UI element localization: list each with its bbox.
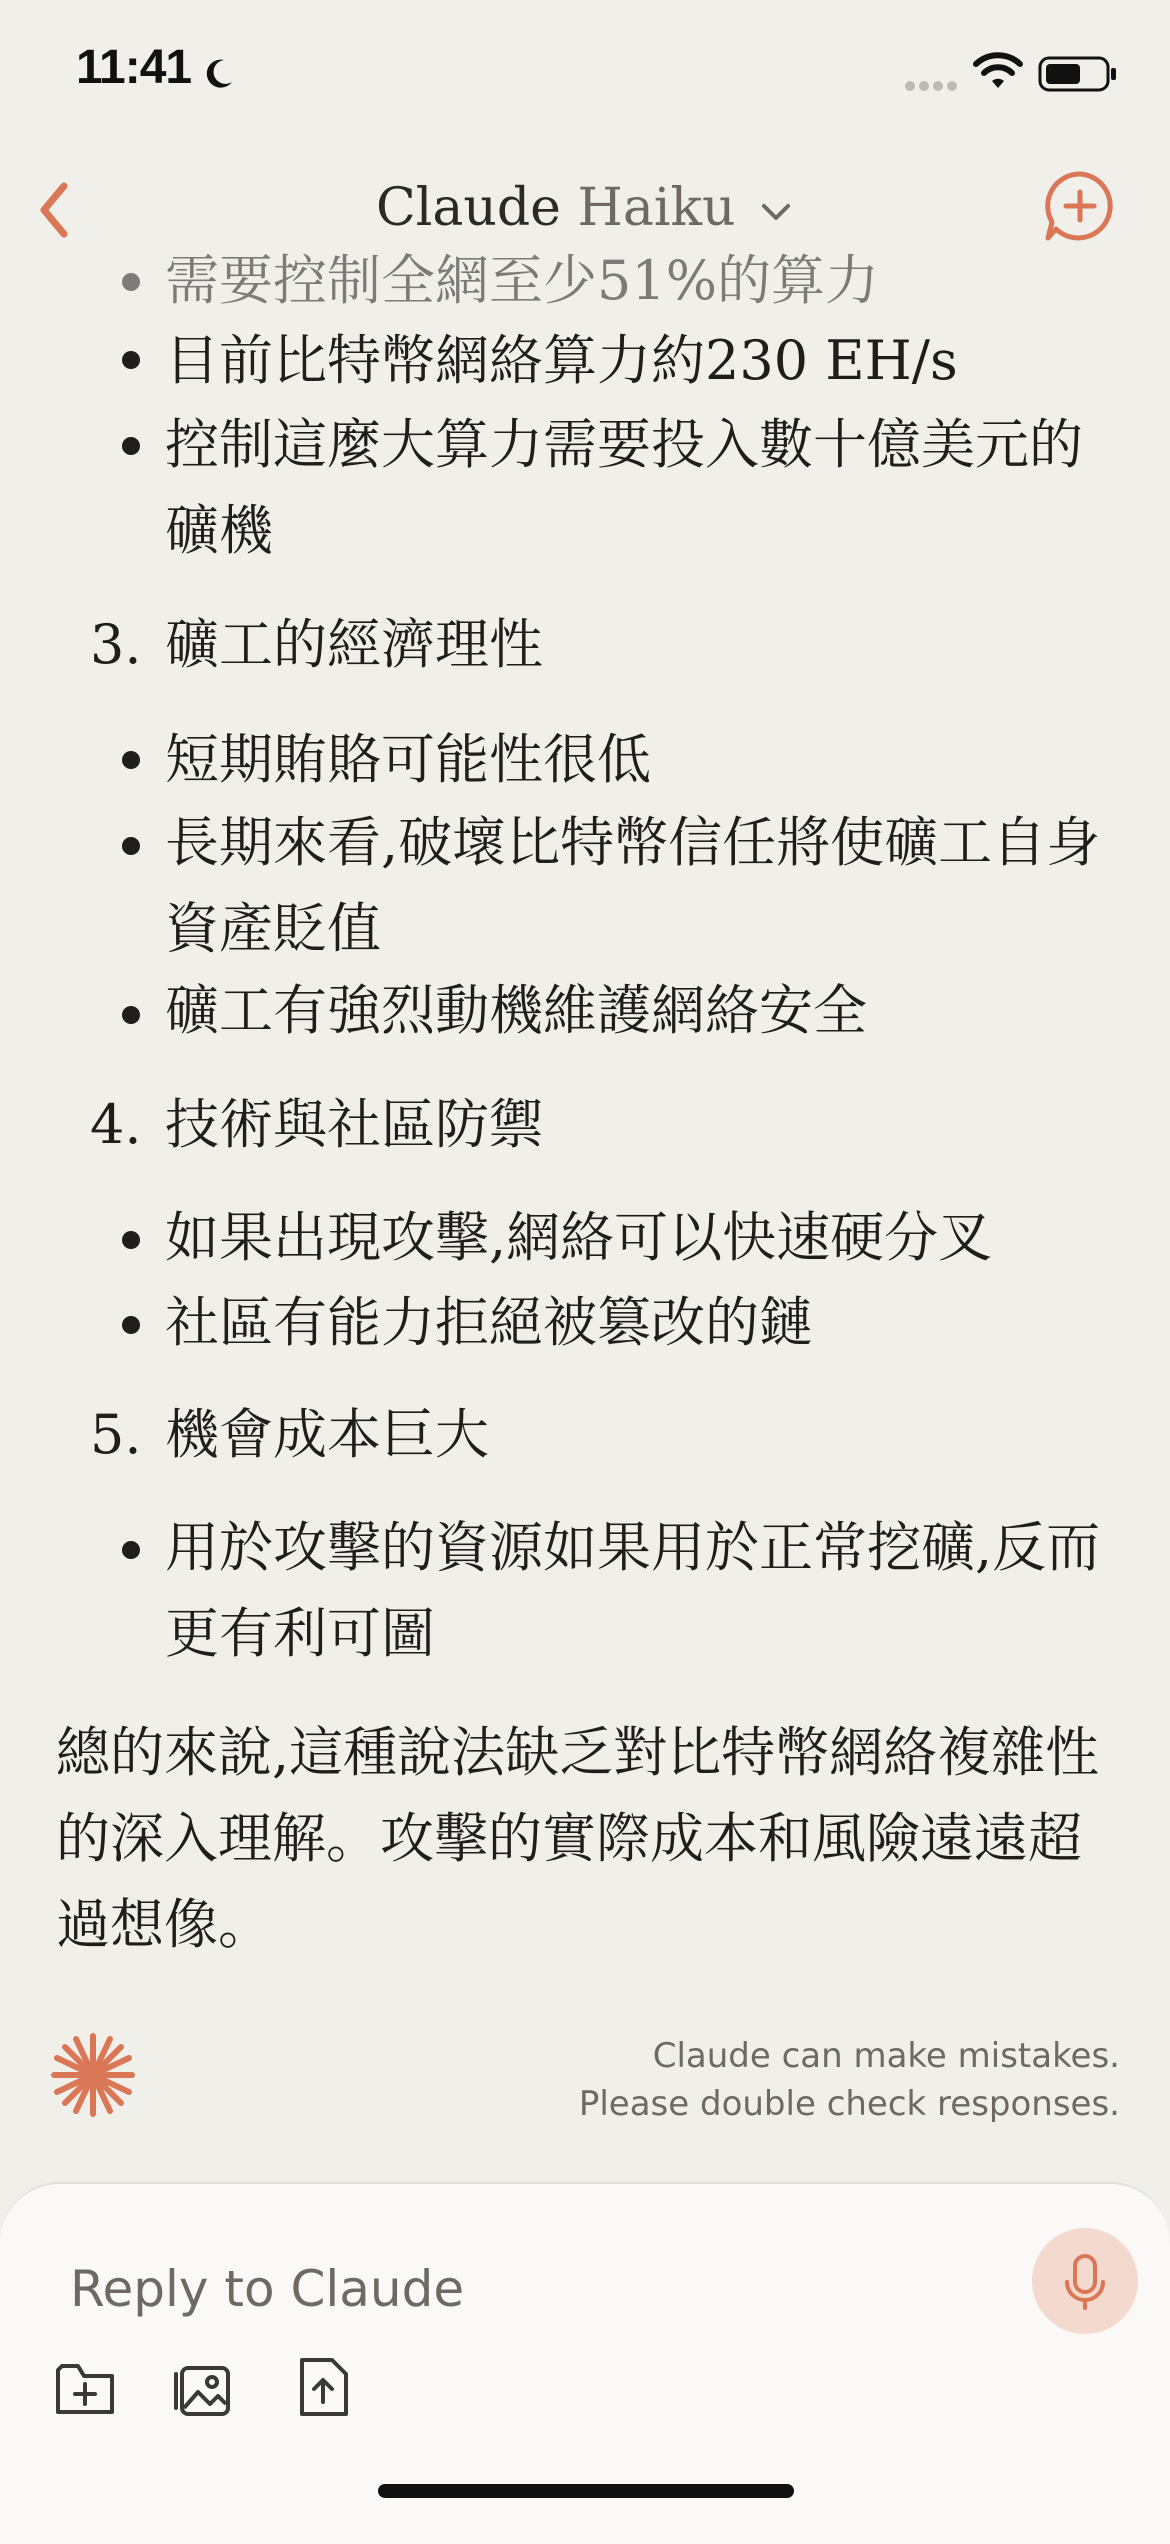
- model-name: Haiku: [577, 178, 736, 238]
- new-chat-button[interactable]: [1040, 166, 1120, 246]
- disclaimer-line: Claude can make mistakes.: [652, 2036, 1120, 2076]
- model-selector[interactable]: [0, 178, 1170, 238]
- microphone-icon: [1032, 2228, 1138, 2334]
- bullet-dot: [122, 1316, 140, 1334]
- battery-icon: [1038, 54, 1118, 94]
- upload-file-button[interactable]: [288, 2352, 358, 2422]
- wifi-icon: [972, 52, 1024, 92]
- list-item: 長期來看,破壞比特幣信任將使礦工自身資產貶值: [165, 811, 1101, 960]
- signal-icon: [904, 80, 960, 92]
- list-item: 短期賄賂可能性很低: [165, 728, 651, 791]
- home-indicator: [378, 2484, 794, 2498]
- status-bar: [0, 0, 1170, 150]
- add-folder-button[interactable]: [50, 2352, 120, 2422]
- bullet-dot: [122, 437, 140, 455]
- list-item: 如果出現攻擊,網絡可以快速硬分叉: [165, 1206, 993, 1269]
- microphone-button[interactable]: [1032, 2228, 1138, 2334]
- disclaimer-line: Please double check responses.: [578, 2084, 1120, 2124]
- conclusion-paragraph: 總的來說,這種說法缺乏對比特幣網絡複雜性的深入理解。攻擊的實際成本和風險遠遠超過想像。: [56, 1721, 1100, 1956]
- chat-title: Claude: [375, 178, 561, 238]
- bullet-dot: [122, 751, 140, 769]
- reply-input[interactable]: [70, 2254, 970, 2324]
- section-number: 5.: [90, 1403, 142, 1466]
- bullet-dot: [122, 1231, 140, 1249]
- status-time: 11:41: [76, 41, 192, 94]
- section-title: 礦工的經濟理性: [165, 613, 543, 676]
- bullet-dot: [122, 1541, 140, 1559]
- section-number: 3.: [90, 613, 142, 676]
- bullet-dot: [122, 273, 140, 291]
- chevron-down-icon: [758, 200, 794, 224]
- moon-icon: [200, 56, 236, 92]
- disclaimer: [420, 2032, 1120, 2128]
- section-title: 機會成本巨大: [165, 1403, 489, 1466]
- bullet-dot: [122, 351, 140, 369]
- list-item: 礦工有強烈動機維護網絡安全: [165, 979, 867, 1042]
- list-item: 用於攻擊的資源如果用於正常挖礦,反而更有利可圖: [165, 1516, 1101, 1665]
- photo-button[interactable]: [168, 2352, 238, 2422]
- section-number: 4.: [90, 1093, 142, 1156]
- claude-spark-icon: [48, 2030, 138, 2120]
- list-item: 目前比特幣網絡算力約230 EH/s: [165, 329, 958, 392]
- list-item: 社區有能力拒絕被篡改的鏈: [165, 1291, 813, 1354]
- list-item: 需要控制全網至少51%的算力: [165, 249, 880, 312]
- bullet-dot: [122, 837, 140, 855]
- list-item: 控制這麼大算力需要投入數十億美元的礦機: [165, 413, 1083, 562]
- section-title: 技術與社區防禦: [165, 1093, 543, 1156]
- bullet-dot: [122, 1006, 140, 1024]
